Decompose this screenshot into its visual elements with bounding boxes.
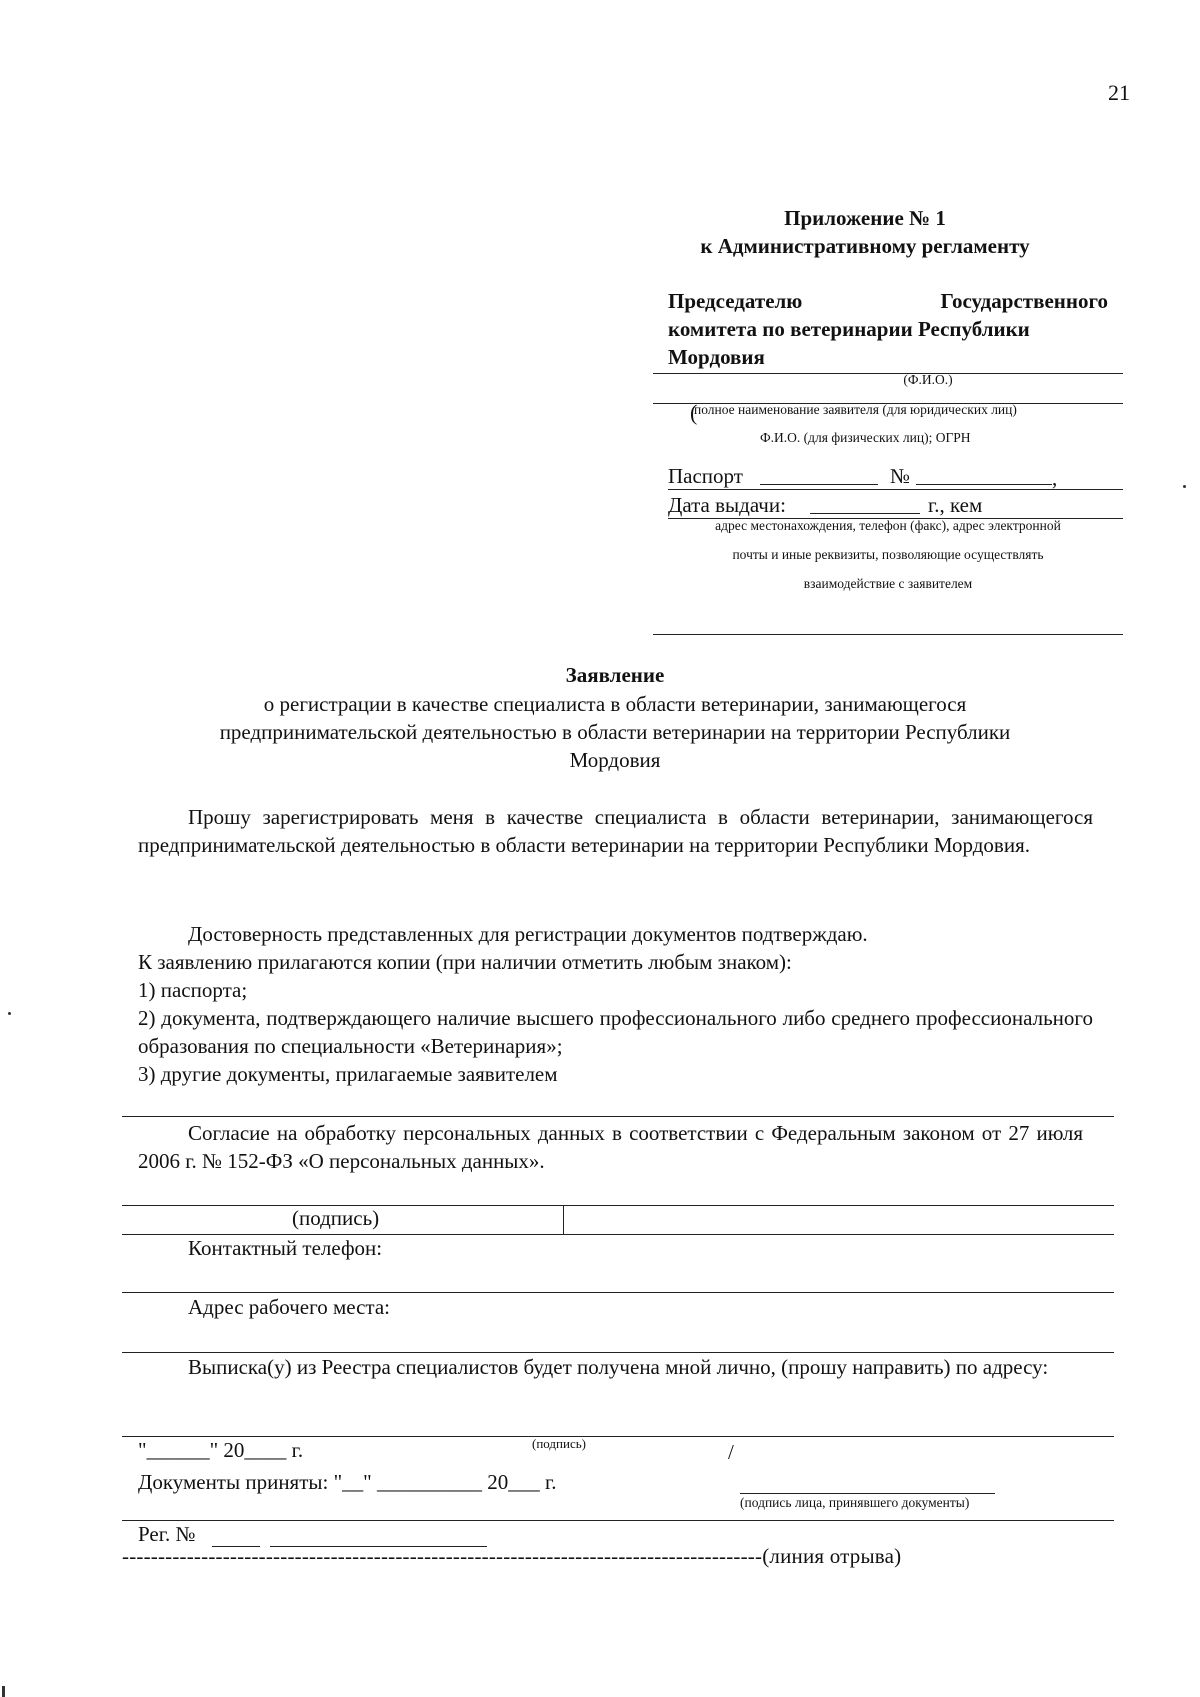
addressee-line-1: [668, 287, 1108, 315]
address-line: [653, 634, 1123, 635]
passport-line: [668, 489, 1123, 490]
passport-series-blank: [760, 484, 878, 485]
statement-subtitle: [150, 690, 1080, 774]
phone-line: [122, 1292, 1114, 1293]
signature-divider: [563, 1205, 564, 1234]
date-line: "______" 20____ г.: [138, 1438, 304, 1462]
page-number: 21: [1108, 80, 1130, 105]
small-signature-label: (подпись): [532, 1436, 586, 1451]
consent-top-line: [122, 1116, 1114, 1117]
addressee-word-1: Председателю: [668, 289, 803, 313]
attachment-item-3: 3) другие документы, прилагаемые заявителем: [138, 1062, 558, 1086]
appendix-line-2: к Административному регламенту: [700, 234, 1030, 258]
reg-top-line: [122, 1520, 1114, 1521]
applicant-name-caption: полное наименование заявителя (для юридических лиц): [694, 402, 1017, 417]
appendix-heading: [640, 204, 1090, 260]
statement-subtitle-line-1: о регистрации в качестве специалиста в области ветеринарии, занимающегося: [263, 692, 967, 716]
extract-line: [122, 1436, 1114, 1437]
attachment-item-2: 2) документа, подтверждающего наличие высшего профессионального либо среднего профессионального образования по специальности «Ветеринария»;: [138, 1006, 1093, 1058]
addressee-line-2: комитета по ветеринарии Республики: [668, 317, 1030, 341]
accepted-sign-line: [740, 1493, 995, 1494]
addressee-line-3: Мордовия: [668, 345, 765, 369]
accepted-caption: (подпись лица, принявшего документы): [740, 1495, 970, 1510]
statement-subtitle-line-2: предпринимательской деятельностью в области ветеринарии на территории Республики: [219, 720, 1011, 744]
fio-caption: (Ф.И.О.): [903, 372, 953, 387]
issued-date-blank: [810, 513, 920, 514]
passport-number-label: №: [890, 464, 911, 488]
addressee-block: [668, 287, 1108, 371]
extract-text: Выписка(у) из Реестра специалистов будет получена мной лично, (прошу направить) по адресу:: [188, 1355, 1049, 1379]
signature-label: (подпись): [292, 1206, 380, 1230]
open-paren: (: [690, 400, 698, 425]
address-caption-1: адрес местонахождения, телефон (факс), адрес электронной: [715, 518, 1061, 533]
slash: /: [728, 1440, 734, 1464]
issued-by-label: г., кем: [928, 493, 983, 517]
appendix-line-1: Приложение № 1: [784, 206, 946, 230]
passport-number-blank: [916, 484, 1052, 485]
address-caption-2: почты и иные реквизиты, позволяющие осуществлять: [732, 547, 1044, 562]
reg-label: Рег. №: [138, 1522, 196, 1546]
passport-label: Паспорт: [668, 464, 743, 488]
accepted-label: Документы приняты: "__" __________ 20___ г.: [138, 1470, 557, 1494]
attachments-intro: К заявлению прилагаются копии (при наличии отметить любым знаком):: [138, 950, 792, 974]
confirm-text: Достоверность представленных для регистрации документов подтверждаю.: [188, 922, 868, 946]
phone-label: Контактный телефон:: [188, 1236, 383, 1260]
addressee-word-2: Государственного: [940, 289, 1108, 313]
request-paragraph: Прошу зарегистрировать меня в качестве специалиста в области ветеринарии, занимающегося предпринимательской деятельностью в области ветеринарии на территории Республики Мордовия.: [138, 805, 1093, 857]
scan-speck: [8, 1012, 11, 1015]
applicant-fio-caption: Ф.И.О. (для физических лиц); ОГРН: [760, 430, 971, 445]
signature-top-line: [122, 1205, 1114, 1206]
passport-comma: ,: [1052, 466, 1058, 490]
scan-speck: [2, 1686, 5, 1697]
statement-subtitle-line-3: Мордовия: [569, 748, 661, 772]
consent-text: Согласие на обработку персональных данных в соответствии с Федеральным законом от 27 июля 2006 г. № 152-ФЗ «О персональных данных».: [138, 1121, 1083, 1173]
workplace-label: Адрес рабочего места:: [188, 1295, 390, 1319]
attachments-block: [138, 920, 1093, 1088]
signature-bottom-line: [122, 1234, 1114, 1235]
address-caption-3: взаимодействие с заявителем: [803, 576, 973, 591]
cut-line: -----------------------------------------------------------------------------------------(линия отрыва): [122, 1544, 902, 1568]
scan-speck: [1183, 485, 1186, 488]
attachment-item-1: 1) паспорта;: [138, 978, 248, 1002]
issued-label: Дата выдачи:: [668, 493, 786, 517]
statement-title: Заявление: [565, 663, 665, 687]
